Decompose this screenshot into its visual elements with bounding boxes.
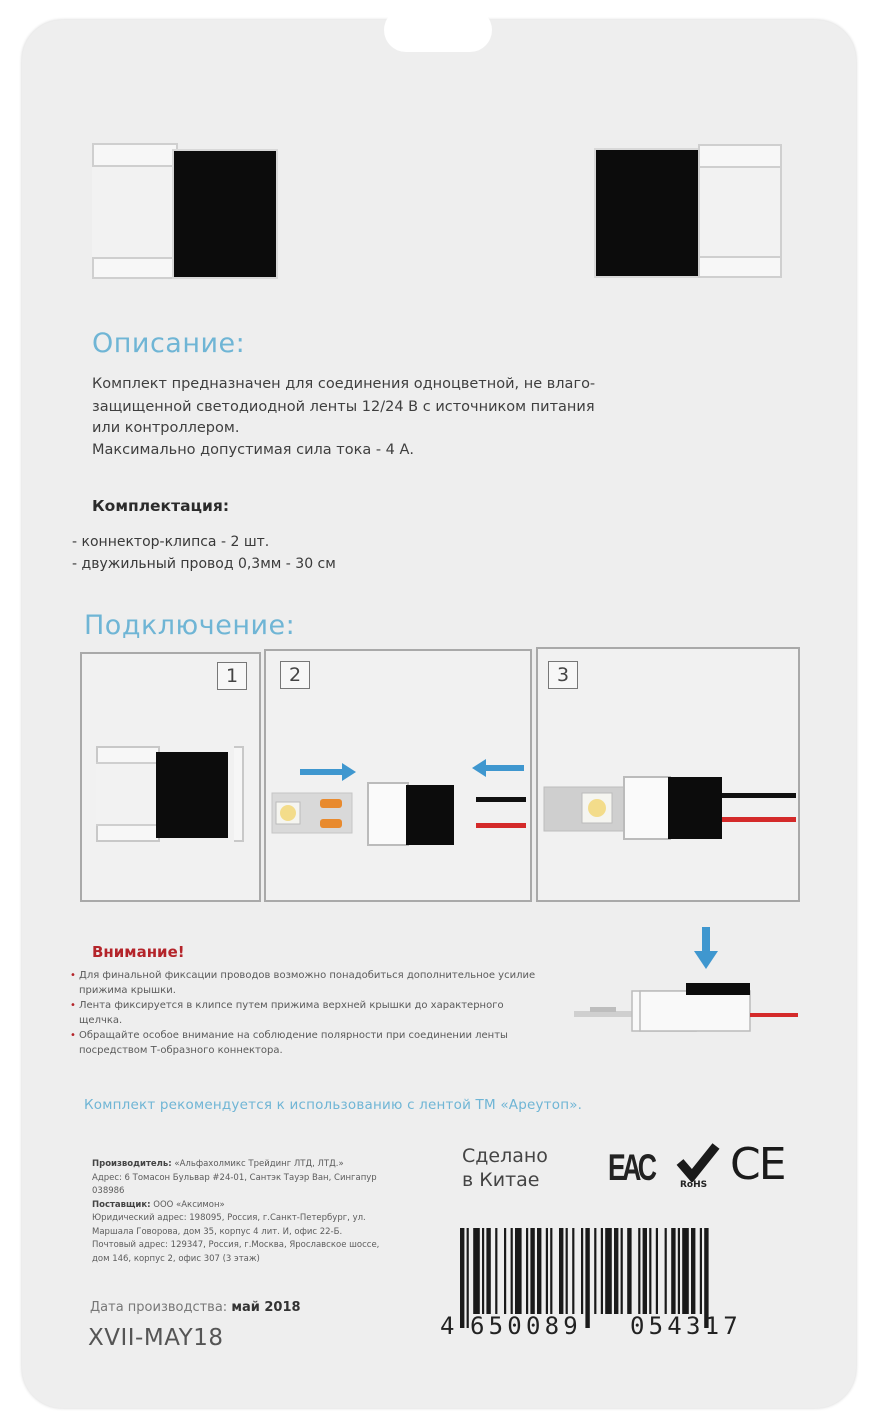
eac-mark-icon: EAC [608, 1147, 654, 1188]
maker-info [92, 1158, 392, 1266]
barcode-bar [482, 1228, 484, 1314]
list-item: • Обращайте особое внимание на соблюдение полярности при соединении ленты посредством Т-образного коннектора. [70, 1028, 559, 1058]
step-panel-3 [536, 647, 800, 902]
barcode-bar [691, 1228, 695, 1314]
description-line: защищенной светодиодной ленты 12/24 В с источником питания [92, 398, 595, 415]
barcode-bar [682, 1228, 689, 1314]
barcode-bar [566, 1228, 568, 1314]
connector-clip [96, 746, 246, 846]
barcode-bar [594, 1228, 596, 1314]
production-date: Дата производства: май 2018 [90, 1300, 301, 1315]
barcode-bar [605, 1228, 612, 1314]
postal-address-line: Почтовый адрес: 129347, Россия, г.Москва, Ярославское шоссе, дом 146, корпус 2, офис 307 (3 этаж) [92, 1240, 380, 1264]
address-line: Адрес: 6 Томасон Бульвар #24-01, Сантэк Тауэр Ван, Сингапур 038986 [92, 1172, 377, 1196]
barcode-bar [559, 1228, 563, 1314]
connector-clip-right [588, 140, 788, 280]
description-line: или контроллером. [92, 420, 240, 436]
supplier-line: Поставщик: ООО «Аксимон» [92, 1199, 225, 1210]
barcode-bar [614, 1228, 618, 1314]
list-item: - двужильный провод 0,3мм - 30 см [72, 553, 336, 575]
warning-heading: Внимание! [92, 943, 185, 961]
barcode-bar [473, 1228, 480, 1314]
barcode-bar [649, 1228, 651, 1314]
description-line: Комплект предназначен для соединения одноцветной, не влаго- [92, 376, 596, 392]
barcode-bar [467, 1228, 469, 1328]
hang-hole [384, 8, 492, 52]
barcode-bar [656, 1228, 658, 1314]
barcode-bar [638, 1228, 640, 1314]
barcode-bar [495, 1228, 497, 1314]
barcode-bar [671, 1228, 675, 1314]
step-panel-2 [264, 649, 532, 902]
barcode-bar [572, 1228, 574, 1314]
barcode-right-group: 054317 [630, 1312, 742, 1340]
barcode-bar [515, 1228, 522, 1314]
warning-list [70, 968, 570, 1058]
barcode-bar [665, 1228, 667, 1314]
list-item: - коннектор-клипса - 2 шт. [72, 531, 336, 553]
kit-list [72, 531, 336, 575]
batch-code: XVII-MAY18 [88, 1325, 224, 1351]
step-number: 3 [548, 661, 578, 689]
description-text [92, 374, 802, 461]
barcode-bar [504, 1228, 506, 1314]
barcode-bar [678, 1228, 680, 1314]
description-heading: Описание: [92, 328, 246, 359]
step-number: 1 [217, 662, 247, 690]
made-in-line: в Китае [462, 1169, 540, 1191]
step-panel-1 [80, 652, 261, 902]
barcode-bar [643, 1228, 647, 1314]
ce-mark-icon: CE [730, 1139, 785, 1190]
barcode-first-digit: 4 [440, 1312, 459, 1340]
press-lid-diagram [566, 925, 806, 1037]
barcode-left-group: 650089 [470, 1312, 582, 1340]
list-item: • Лента фиксируется в клипсе путем прижима верхней крышки до характерного щелчка. [70, 998, 549, 1028]
barcode-bar [526, 1228, 528, 1314]
step-2-diagram [266, 651, 530, 900]
barcode-bar [537, 1228, 541, 1314]
barcode-bar [530, 1228, 534, 1314]
description-line: Максимально допустимая сила тока - 4 А. [92, 441, 415, 458]
barcode-bar [550, 1228, 552, 1314]
step-3-diagram [538, 649, 798, 900]
made-in-line: Сделано [462, 1145, 548, 1167]
barcode-bar [585, 1228, 589, 1328]
rohs-mark-icon: RoHS [672, 1142, 722, 1194]
barcode-bar [700, 1228, 702, 1314]
barcode-bar [511, 1228, 513, 1314]
connection-heading: Подключение: [84, 610, 296, 641]
barcode-bar [460, 1228, 464, 1328]
kit-heading: Комплектация: [92, 497, 230, 515]
step-number: 2 [280, 661, 310, 689]
barcode-bar [581, 1228, 583, 1314]
barcode-bar [546, 1228, 548, 1314]
barcode-bar [486, 1228, 490, 1314]
recommendation-text: Комплект рекомендуется к использованию с лентой ТМ «Apeyтоп». [84, 1097, 583, 1113]
barcode-bar [621, 1228, 623, 1314]
barcode-digits [440, 1314, 800, 1344]
connector-clip-left [92, 143, 292, 283]
made-in [462, 1144, 548, 1192]
legal-address-line: Юридический адрес: 198095, Россия, г.Санкт-Петербург, ул. Маршала Говорова, дом 35, корпус 4 лит. И, офис 22-Б. [92, 1213, 366, 1237]
list-item: • Для финальной фиксации проводов возможно понадобиться дополнительное усилие прижима крышки. [70, 968, 539, 998]
barcode-bar [601, 1228, 603, 1314]
manufacturer-line: Производитель: «Альфахолмикс Трейдинг ЛТД, ЛТД.» [92, 1159, 344, 1169]
barcode-bar [627, 1228, 631, 1314]
